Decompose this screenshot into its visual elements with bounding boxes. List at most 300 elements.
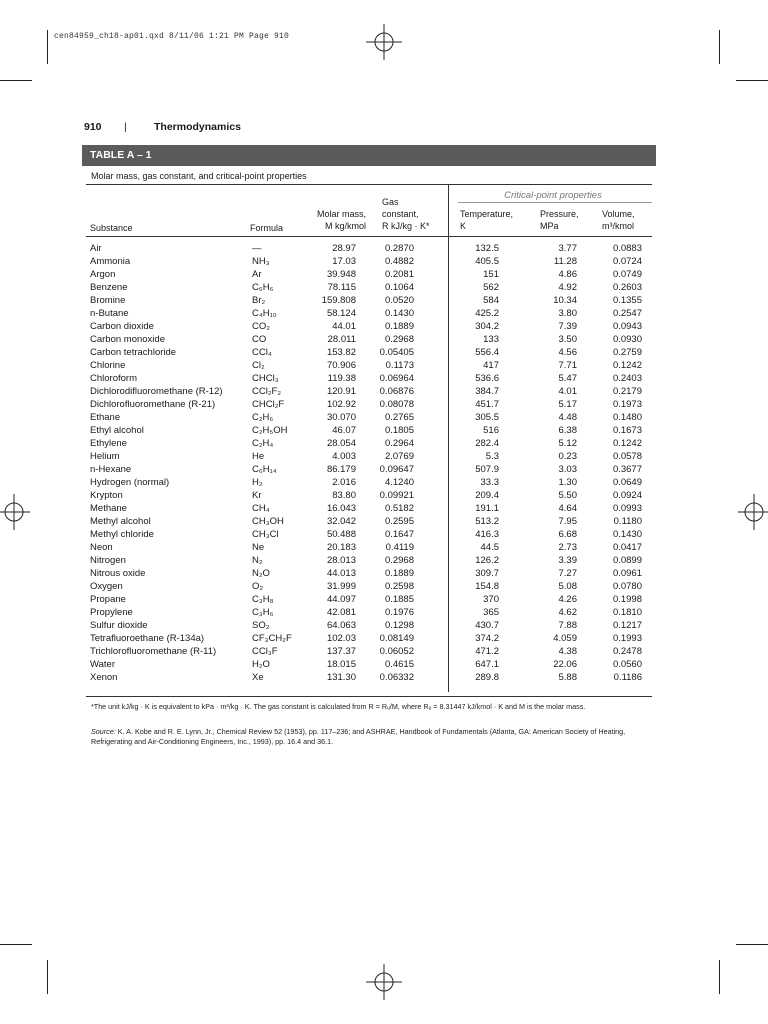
cell-molar-mass: 44.097: [326, 594, 356, 605]
table-row: [0, 671, 768, 684]
table-row: [0, 463, 768, 476]
cell-volume: 0.1242: [612, 360, 642, 371]
cell-substance: Ammonia: [90, 256, 131, 267]
critical-point-group-header: Critical-point properties: [504, 190, 602, 201]
cell-gas-constant: 0.06052: [379, 646, 414, 657]
cell-molar-mass: 31.999: [326, 581, 356, 592]
cell-volume: 0.1217: [612, 620, 642, 631]
table-row: [0, 541, 768, 554]
cell-substance: Air: [90, 243, 102, 254]
cell-formula: Cl₂: [252, 360, 265, 371]
cell-substance: Methyl alcohol: [90, 516, 151, 527]
table-row: [0, 268, 768, 281]
cell-molar-mass: 119.38: [327, 373, 356, 384]
cell-gas-constant: 0.08078: [379, 399, 414, 410]
cell-molar-mass: 120.91: [326, 386, 356, 397]
cell-substance: Water: [90, 659, 115, 670]
cell-formula: CH₃Cl: [252, 529, 279, 540]
cell-gas-constant: 0.1064: [384, 282, 414, 293]
cell-substance: Hydrogen (normal): [90, 477, 170, 488]
cell-temperature: 451.7: [475, 399, 499, 410]
table-row: [0, 658, 768, 671]
cell-gas-constant: 0.06332: [379, 672, 414, 683]
cell-gas-constant: 0.2964: [384, 438, 414, 449]
crop-mark-bottom-left-v: [47, 960, 48, 994]
cell-temperature: 513.2: [475, 516, 499, 527]
cell-pressure: 4.26: [558, 594, 577, 605]
registration-mark-bottom: [366, 964, 402, 1000]
cell-pressure: 5.17: [558, 399, 577, 410]
cell-substance: Methane: [90, 503, 127, 514]
cell-volume: 0.2478: [612, 646, 642, 657]
cell-volume: 0.0560: [612, 659, 642, 670]
cell-pressure: 4.56: [558, 347, 577, 358]
cell-substance: Dichlorodifluoromethane (R-12): [90, 386, 223, 397]
table-row: [0, 385, 768, 398]
critical-group-rule: [458, 202, 652, 203]
cell-molar-mass: 42.081: [326, 607, 356, 618]
cell-pressure: 4.62: [558, 607, 577, 618]
cell-volume: 0.1998: [612, 594, 642, 605]
cell-substance: n-Hexane: [90, 464, 132, 475]
cell-temperature: 471.2: [475, 646, 499, 657]
cell-temperature: 33.3: [480, 477, 499, 488]
table-row: [0, 398, 768, 411]
cell-substance: Propane: [90, 594, 126, 605]
cell-pressure: 4.059: [553, 633, 577, 644]
cell-molar-mass: 20.183: [326, 542, 356, 553]
cell-substance: Benzene: [90, 282, 128, 293]
printer-slug: cen84959_ch18-ap01.qxd 8/11/06 1:21 PM Page 910: [54, 32, 290, 41]
cell-volume: 0.0780: [612, 581, 642, 592]
table-title: TABLE A – 1: [82, 145, 656, 166]
cell-temperature: 309.7: [475, 568, 499, 579]
cell-formula: CCl₃F: [252, 646, 278, 657]
table-bottom-rule: [86, 696, 652, 697]
table-row: [0, 242, 768, 255]
cell-molar-mass: 44.01: [332, 321, 356, 332]
cell-pressure: 7.88: [558, 620, 577, 631]
cell-temperature: 133: [483, 334, 499, 345]
cell-formula: C₂H₆: [252, 412, 274, 423]
table-row: [0, 255, 768, 268]
cell-molar-mass: 16.043: [326, 503, 356, 514]
table-source: [91, 727, 657, 747]
table-caption: Molar mass, gas constant, and critical-point properties: [91, 171, 307, 181]
cell-temperature: 507.9: [475, 464, 499, 475]
table-row: [0, 619, 768, 632]
cell-volume: 0.0649: [612, 477, 642, 488]
cell-temperature: 151: [483, 269, 499, 280]
cell-molar-mass: 86.179: [326, 464, 356, 475]
cell-temperature: 430.7: [475, 620, 499, 631]
cell-molar-mass: 50.488: [326, 529, 356, 540]
cell-formula: Br₂: [252, 295, 266, 306]
cell-molar-mass: 102.92: [326, 399, 356, 410]
cell-temperature: 416.3: [475, 529, 499, 540]
crop-mark-bottom-right-h: [736, 944, 768, 945]
header-molar-mass-line2: M kg/kmol: [324, 221, 366, 231]
table-row: [0, 580, 768, 593]
cell-gas-constant: 0.1889: [384, 568, 414, 579]
cell-temperature: 154.8: [475, 581, 499, 592]
cell-gas-constant: 0.4882: [384, 256, 414, 267]
table-row: [0, 411, 768, 424]
cell-substance: Sulfur dioxide: [90, 620, 148, 631]
cell-formula: NH₃: [252, 256, 270, 267]
cell-temperature: 370: [483, 594, 499, 605]
cell-formula: He: [252, 451, 265, 462]
cell-substance: Nitrogen: [90, 555, 126, 566]
cell-substance: Carbon tetrachloride: [90, 347, 177, 358]
cell-formula: CH₃OH: [252, 516, 284, 527]
cell-formula: O₂: [252, 581, 264, 592]
cell-volume: 0.2759: [612, 347, 642, 358]
cell-molar-mass: 32.042: [326, 516, 356, 527]
cell-volume: 0.0724: [612, 256, 642, 267]
header-formula: Formula: [250, 223, 284, 233]
table-row: [0, 346, 768, 359]
table-row: [0, 359, 768, 372]
cell-formula: CO: [252, 334, 267, 345]
table-row: [0, 450, 768, 463]
cell-substance: Chlorine: [90, 360, 126, 371]
cell-substance: Methyl chloride: [90, 529, 154, 540]
header-volume-line2: m³/kmol: [602, 221, 634, 231]
cell-volume: 0.2547: [612, 308, 642, 319]
cell-gas-constant: 0.2968: [384, 334, 414, 345]
crop-mark-bottom-left-h: [0, 944, 32, 945]
running-head-separator: |: [124, 121, 127, 133]
cell-molar-mass: 83.80: [332, 490, 356, 501]
cell-formula: CHCl₃: [252, 373, 279, 384]
cell-molar-mass: 39.948: [326, 269, 356, 280]
cell-molar-mass: 44.013: [326, 568, 356, 579]
source-label: Source:: [91, 727, 116, 736]
cell-gas-constant: 0.0520: [384, 295, 414, 306]
cell-pressure: 5.88: [558, 672, 577, 683]
table-row: [0, 515, 768, 528]
header-temperature-line2: K: [460, 221, 467, 231]
cell-volume: 0.0883: [612, 243, 642, 254]
cell-temperature: 191.1: [475, 503, 499, 514]
table-row: [0, 372, 768, 385]
header-gas-line1: Gas: [382, 197, 399, 207]
cell-temperature: 584: [483, 295, 499, 306]
header-pressure: [540, 208, 579, 232]
cell-formula: C₂H₅OH: [252, 425, 288, 436]
cell-pressure: 5.50: [558, 490, 577, 501]
cell-formula: C₂H₄: [252, 438, 274, 449]
cell-temperature: 562: [483, 282, 499, 293]
running-head: [84, 121, 241, 133]
crop-mark-top-right-v: [719, 30, 720, 64]
cell-temperature: 304.2: [475, 321, 499, 332]
cell-temperature: 516: [483, 425, 499, 436]
cell-temperature: 417: [483, 360, 499, 371]
cell-gas-constant: 0.2765: [384, 412, 414, 423]
header-temperature-line1: Temperature,: [460, 209, 514, 219]
cell-gas-constant: 0.4119: [385, 542, 414, 553]
cell-molar-mass: 2.016: [332, 477, 356, 488]
cell-temperature: 282.4: [475, 438, 499, 449]
cell-formula: Kr: [252, 490, 262, 501]
header-bottom-rule: [86, 236, 652, 237]
cell-molar-mass: 17.03: [332, 256, 356, 267]
registration-mark-top: [366, 24, 402, 60]
cell-temperature: 5.3: [485, 451, 499, 462]
table-row: [0, 437, 768, 450]
header-gas-constant: [382, 196, 430, 232]
cell-formula: CCl₂F₂: [252, 386, 282, 397]
cell-gas-constant: 0.4615: [384, 659, 414, 670]
cell-molar-mass: 4.003: [332, 451, 356, 462]
cell-pressure: 7.71: [558, 360, 577, 371]
cell-formula: C₆H₁₄: [252, 464, 277, 475]
cell-formula: Xe: [252, 672, 264, 683]
cell-pressure: 6.38: [558, 425, 577, 436]
cell-pressure: 6.68: [558, 529, 577, 540]
crop-mark-bottom-right-v: [719, 960, 720, 994]
header-temperature: [460, 208, 513, 232]
header-volume-line1: Volume,: [602, 209, 635, 219]
cell-pressure: 3.03: [558, 464, 577, 475]
cell-substance: Dichlorofluoromethane (R-21): [90, 399, 216, 410]
header-substance: Substance: [90, 223, 133, 233]
cell-molar-mass: 30.070: [326, 412, 356, 423]
cell-pressure: 10.34: [553, 295, 577, 306]
table-body: [0, 242, 768, 684]
cell-volume: 0.2603: [612, 282, 642, 293]
cell-volume: 0.0749: [612, 269, 642, 280]
cell-molar-mass: 102.03: [326, 633, 356, 644]
cell-pressure: 3.39: [558, 555, 577, 566]
cell-gas-constant: 0.2968: [384, 555, 414, 566]
cell-pressure: 5.12: [558, 438, 577, 449]
cell-temperature: 305.5: [475, 412, 499, 423]
cell-molar-mass: 131.30: [326, 672, 356, 683]
cell-substance: Oxygen: [90, 581, 123, 592]
cell-substance: Ethylene: [90, 438, 127, 449]
cell-pressure: 4.48: [558, 412, 577, 423]
cell-substance: Argon: [90, 269, 116, 280]
cell-formula: H₂: [252, 477, 263, 488]
cell-molar-mass: 28.054: [326, 438, 356, 449]
cell-temperature: 556.4: [475, 347, 499, 358]
table-row: [0, 645, 768, 658]
cell-temperature: 209.4: [475, 490, 499, 501]
header-volume: [602, 208, 635, 232]
cell-substance: Chloroform: [90, 373, 137, 384]
cell-formula: C₃H₆: [252, 607, 274, 618]
cell-substance: Ethane: [90, 412, 121, 423]
cell-molar-mass: 28.013: [326, 555, 356, 566]
table-row: [0, 606, 768, 619]
cell-gas-constant: 0.2598: [384, 581, 414, 592]
cell-pressure: 7.27: [558, 568, 577, 579]
cell-pressure: 4.92: [558, 282, 577, 293]
book-title: Thermodynamics: [154, 121, 241, 133]
cell-substance: n-Butane: [90, 308, 129, 319]
table-row: [0, 476, 768, 489]
page-number: 910: [84, 121, 102, 133]
cell-pressure: 0.23: [558, 451, 577, 462]
cell-volume: 0.0961: [612, 568, 642, 579]
cell-formula: C₃H₈: [252, 594, 274, 605]
cell-pressure: 1.30: [558, 477, 577, 488]
cell-formula: CF₃CH₂F: [252, 633, 292, 644]
cell-pressure: 3.77: [558, 243, 577, 254]
cell-molar-mass: 64.063: [326, 620, 356, 631]
cell-pressure: 11.28: [553, 256, 577, 267]
table-row: [0, 489, 768, 502]
cell-formula: CCl₄: [252, 347, 272, 358]
cell-gas-constant: 0.1976: [384, 607, 414, 618]
cell-formula: Ar: [252, 269, 262, 280]
crop-mark-top-right-h: [736, 80, 768, 81]
cell-gas-constant: 0.08149: [379, 633, 414, 644]
cell-temperature: 374.2: [475, 633, 499, 644]
cell-volume: 0.0578: [612, 451, 642, 462]
cell-gas-constant: 0.06876: [379, 386, 414, 397]
cell-gas-constant: 0.09921: [379, 490, 414, 501]
cell-gas-constant: 0.2081: [384, 269, 414, 280]
cell-formula: CO₂: [252, 321, 270, 332]
cell-gas-constant: 4.1240: [384, 477, 414, 488]
table-row: [0, 333, 768, 346]
crop-mark-top-left-v: [47, 30, 48, 64]
cell-volume: 0.1973: [612, 399, 642, 410]
header-gas-line2: constant,: [382, 209, 419, 219]
cell-substance: Bromine: [90, 295, 126, 306]
header-pressure-line1: Pressure,: [540, 209, 579, 219]
header-molar-mass: [300, 208, 366, 232]
cell-pressure: 3.80: [558, 308, 577, 319]
cell-molar-mass: 58.124: [326, 308, 356, 319]
cell-pressure: 7.95: [558, 516, 577, 527]
cell-temperature: 425.2: [475, 308, 499, 319]
cell-substance: Nitrous oxide: [90, 568, 146, 579]
cell-pressure: 22.06: [553, 659, 577, 670]
cell-substance: Trichlorofluoromethane (R-11): [90, 646, 217, 657]
cell-pressure: 4.64: [558, 503, 577, 514]
cell-molar-mass: 159.808: [321, 295, 356, 306]
cell-volume: 0.1810: [612, 607, 642, 618]
cell-volume: 0.1993: [612, 633, 642, 644]
cell-gas-constant: 0.1889: [384, 321, 414, 332]
cell-pressure: 2.73: [558, 542, 577, 553]
cell-volume: 0.2179: [612, 386, 642, 397]
cell-substance: Propylene: [90, 607, 133, 618]
table-footnote: *The unit kJ/kg · K is equivalent to kPa · m³/kg · K. The gas constant is calculated from R = Rᵤ/M, where Rᵤ = 8.31447 kJ/kmol · K and M is the molar mass.: [91, 702, 586, 711]
cell-volume: 0.1242: [612, 438, 642, 449]
cell-gas-constant: 0.1298: [384, 620, 414, 631]
cell-gas-constant: 0.05405: [379, 347, 414, 358]
table-row: [0, 424, 768, 437]
cell-molar-mass: 28.97: [332, 243, 356, 254]
cell-molar-mass: 153.82: [326, 347, 356, 358]
cell-gas-constant: 0.1647: [384, 529, 414, 540]
cell-volume: 0.1186: [613, 672, 642, 683]
cell-pressure: 4.86: [558, 269, 577, 280]
cell-formula: H₂O: [252, 659, 270, 670]
cell-volume: 0.1430: [612, 529, 642, 540]
table-row: [0, 281, 768, 294]
cell-molar-mass: 78.115: [327, 282, 356, 293]
cell-volume: 0.1355: [612, 295, 642, 306]
cell-temperature: 289.8: [475, 672, 499, 683]
cell-gas-constant: 0.1885: [384, 594, 414, 605]
cell-temperature: 647.1: [475, 659, 499, 670]
cell-molar-mass: 28.011: [327, 334, 356, 345]
source-text: K. A. Kobe and R. E. Lynn, Jr., Chemical Review 52 (1953), pp. 117–236; and ASHRAE, Handbook of Fundamentals (Atlanta, GA: American Society of Heating, Refrigerating and Air-Conditioning Engineers, Inc., 1993), pp. 16.4 and 36.1.: [91, 727, 626, 746]
cell-gas-constant: 0.09647: [379, 464, 414, 475]
cell-molar-mass: 137.37: [326, 646, 356, 657]
cell-volume: 0.0930: [612, 334, 642, 345]
cell-gas-constant: 0.2595: [384, 516, 414, 527]
cell-pressure: 5.08: [558, 581, 577, 592]
crop-mark-top-left-h: [0, 80, 32, 81]
table-row: [0, 307, 768, 320]
caption-rule: [86, 184, 652, 185]
cell-pressure: 5.47: [558, 373, 577, 384]
table-row: [0, 593, 768, 606]
cell-molar-mass: 46.07: [332, 425, 356, 436]
cell-volume: 0.0417: [612, 542, 642, 553]
cell-substance: Carbon monoxide: [90, 334, 165, 345]
cell-formula: Ne: [252, 542, 265, 553]
cell-temperature: 405.5: [475, 256, 499, 267]
cell-pressure: 3.50: [558, 334, 577, 345]
cell-gas-constant: 2.0769: [384, 451, 414, 462]
cell-gas-constant: 0.1173: [385, 360, 414, 371]
cell-gas-constant: 0.1430: [384, 308, 414, 319]
cell-formula: C₄H₁₀: [252, 308, 277, 319]
cell-gas-constant: 0.5182: [384, 503, 414, 514]
cell-volume: 0.1480: [612, 412, 642, 423]
cell-temperature: 536.6: [475, 373, 499, 384]
cell-substance: Carbon dioxide: [90, 321, 154, 332]
cell-temperature: 384.7: [475, 386, 499, 397]
header-molar-mass-line1: Molar mass,: [316, 209, 366, 219]
cell-volume: 0.2403: [612, 373, 642, 384]
cell-substance: Neon: [90, 542, 113, 553]
cell-volume: 0.0993: [612, 503, 642, 514]
table-row: [0, 632, 768, 645]
cell-substance: Krypton: [90, 490, 123, 501]
cell-volume: 0.3677: [612, 464, 642, 475]
cell-temperature: 126.2: [475, 555, 499, 566]
cell-temperature: 365: [483, 607, 499, 618]
cell-formula: CHCl₂F: [252, 399, 285, 410]
cell-gas-constant: 0.2870: [384, 243, 414, 254]
header-gas-line3: R kJ/kg · K*: [382, 221, 430, 231]
cell-formula: SO₂: [252, 620, 270, 631]
cell-pressure: 7.39: [558, 321, 577, 332]
cell-formula: —: [252, 243, 262, 254]
cell-formula: C₆H₆: [252, 282, 274, 293]
header-pressure-line2: MPa: [540, 221, 559, 231]
cell-molar-mass: 18.015: [326, 659, 356, 670]
cell-gas-constant: 0.06964: [379, 373, 414, 384]
cell-formula: N₂O: [252, 568, 270, 579]
cell-gas-constant: 0.1805: [384, 425, 414, 436]
cell-substance: Ethyl alcohol: [90, 425, 144, 436]
table-row: [0, 528, 768, 541]
cell-volume: 0.0924: [612, 490, 642, 501]
cell-temperature: 132.5: [475, 243, 499, 254]
cell-volume: 0.0899: [612, 555, 642, 566]
